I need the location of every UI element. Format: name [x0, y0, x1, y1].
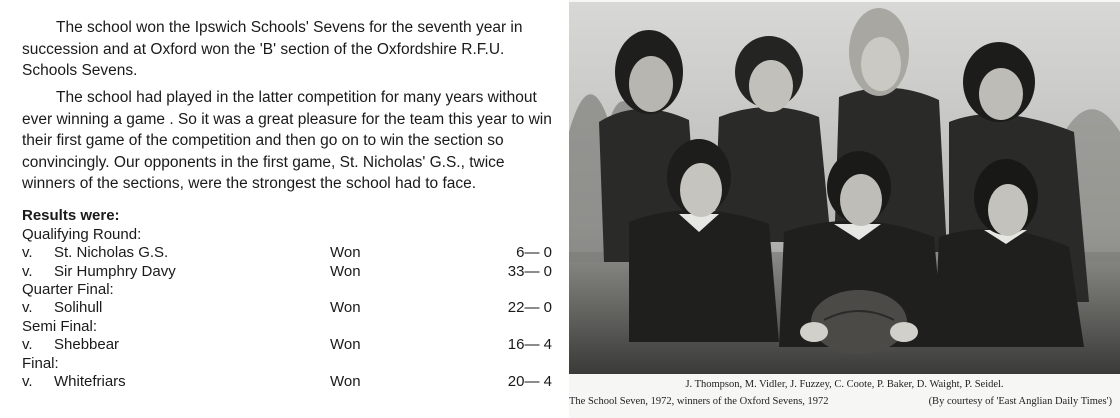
match-score: 16— 4 — [507, 336, 552, 353]
photo-credit-caption: (By courtesy of 'East Anglian Daily Times') — [928, 396, 1112, 407]
article-column — [14, 0, 559, 418]
round-heading: Qualifying Round: — [22, 226, 142, 243]
match-result: Won — [330, 263, 361, 280]
photo-title-caption: The School Seven, 1972, winners of the Oxford Sevens, 1972 — [569, 396, 829, 407]
match-score: 20— 4 — [507, 373, 552, 390]
photo-panel — [569, 0, 1120, 418]
results-heading: Results were: — [22, 207, 120, 224]
match-result: Won — [330, 299, 361, 316]
result-row — [22, 244, 552, 264]
versus-label: v. — [22, 299, 33, 316]
opponent-name: Sir Humphry Davy — [54, 263, 176, 280]
opponent-name: Whitefriars — [54, 373, 126, 390]
versus-label: v. — [22, 336, 33, 353]
round-heading: Final: — [22, 355, 59, 372]
match-score: 22— 0 — [507, 299, 552, 316]
versus-label: v. — [22, 244, 33, 261]
match-score: 6— 0 — [516, 244, 552, 261]
result-row — [22, 299, 552, 319]
team-photo — [569, 2, 1120, 374]
round-heading: Semi Final: — [22, 318, 98, 335]
versus-label: v. — [22, 263, 33, 280]
match-score: 33— 0 — [507, 263, 552, 280]
result-row — [22, 373, 552, 393]
opponent-name: Shebbear — [54, 336, 120, 353]
match-result: Won — [330, 373, 361, 390]
article-paragraph-2: The school had played in the latter competition for many years without ever winning a game . So it was a great pleasure for the team this year to win their first game of the competition and then go on to win the section so convincingly. Our opponents in the first game, St. Nicholas' G.S., twice winners of the sections, were the strongest the school had to face. — [22, 89, 552, 192]
result-row — [22, 263, 552, 283]
article-paragraph-1: The school won the Ipswich Schools' Sevens for the seventh year in succession and at Oxford won the 'B' section of the Oxfordshire R.F.U. Schools Sevens. — [22, 19, 523, 79]
photo-names-caption: J. Thompson, M. Vidler, J. Fuzzey, C. Coote, P. Baker, D. Waight, P. Seidel. — [685, 379, 1004, 390]
opponent-name: St. Nicholas G.S. — [54, 244, 169, 261]
round-heading: Quarter Final: — [22, 281, 114, 298]
match-result: Won — [330, 244, 361, 261]
versus-label: v. — [22, 373, 33, 390]
opponent-name: Solihull — [54, 299, 103, 316]
match-result: Won — [330, 336, 361, 353]
result-row — [22, 336, 552, 356]
